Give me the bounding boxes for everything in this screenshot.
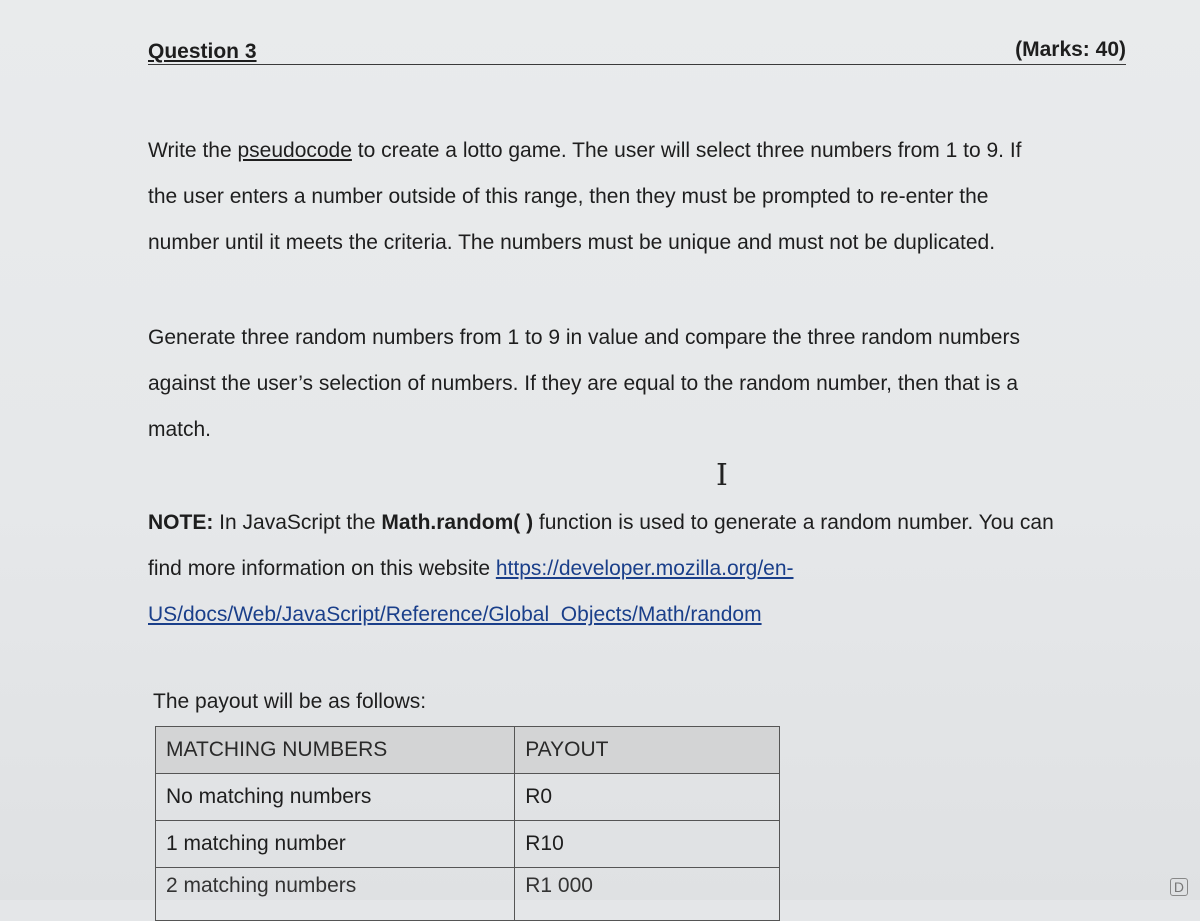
random-numbers-paragraph	[148, 315, 1138, 453]
note-label: NOTE:	[148, 511, 214, 534]
instructions-line-2: the user enters a number outside of this range, then they must be prompted to re-enter the	[148, 185, 989, 208]
note-line-2	[148, 546, 1138, 592]
text-cursor-icon: I	[716, 458, 728, 493]
note-paragraph	[148, 500, 1138, 638]
note-line-2-text: find more information on this website	[148, 557, 496, 580]
instructions-paragraph	[148, 128, 1138, 266]
table-row	[156, 868, 780, 921]
random-line-2: against the user’s selection of numbers. If they are equal to the random number, then that is a	[148, 372, 1019, 395]
row-matches: 2 matching numbers	[156, 868, 515, 921]
header-matching-numbers: MATCHING NUMBERS	[156, 727, 515, 774]
mdn-link-part-1[interactable]: https://developer.mozilla.org/en-	[495, 557, 794, 580]
row-matches: 1 matching number	[156, 821, 515, 868]
mdn-link-part-2[interactable]: US/docs/Web/JavaScript/Reference/Global_Objects/Math/random	[148, 603, 762, 626]
corner-icon: D	[1170, 878, 1188, 896]
random-line-1: Generate three random numbers from 1 to 9 in value and compare the three random numbers	[148, 326, 1020, 349]
table-row	[156, 774, 780, 821]
header-payout: PAYOUT	[515, 727, 780, 774]
payout-intro: The payout will be as follows:	[153, 690, 427, 713]
instructions-line-1	[148, 128, 1138, 174]
note-line-3	[148, 592, 1138, 638]
row-payout: R0	[515, 774, 780, 821]
table-row	[156, 821, 780, 868]
question-header	[148, 38, 1126, 65]
payout-table-header	[156, 727, 780, 774]
instructions-line-3: number until it meets the criteria. The numbers must be unique and must not be duplicated.	[148, 231, 996, 254]
math-random-term: Math.random( )	[381, 511, 534, 534]
row-payout: R1 000	[515, 868, 780, 921]
document-body	[148, 38, 1138, 897]
instructions-line-1-end: to create a lotto game. The user will select three numbers from 1 to 9. If	[351, 139, 1022, 162]
payout-table	[155, 726, 780, 921]
row-payout: R10	[515, 821, 780, 868]
row-matches: No matching numbers	[156, 774, 515, 821]
instructions-line-1-start: Write the	[148, 139, 238, 162]
note-text-start: In JavaScript the	[213, 511, 382, 534]
note-text-end: function is used to generate a random number. You can	[533, 511, 1054, 534]
question-title: Question 3	[148, 40, 257, 63]
question-marks: (Marks: 40)	[1015, 38, 1126, 61]
pseudocode-term: pseudocode	[237, 139, 352, 162]
random-line-3: match.	[148, 418, 212, 441]
note-line-1	[148, 500, 1138, 546]
